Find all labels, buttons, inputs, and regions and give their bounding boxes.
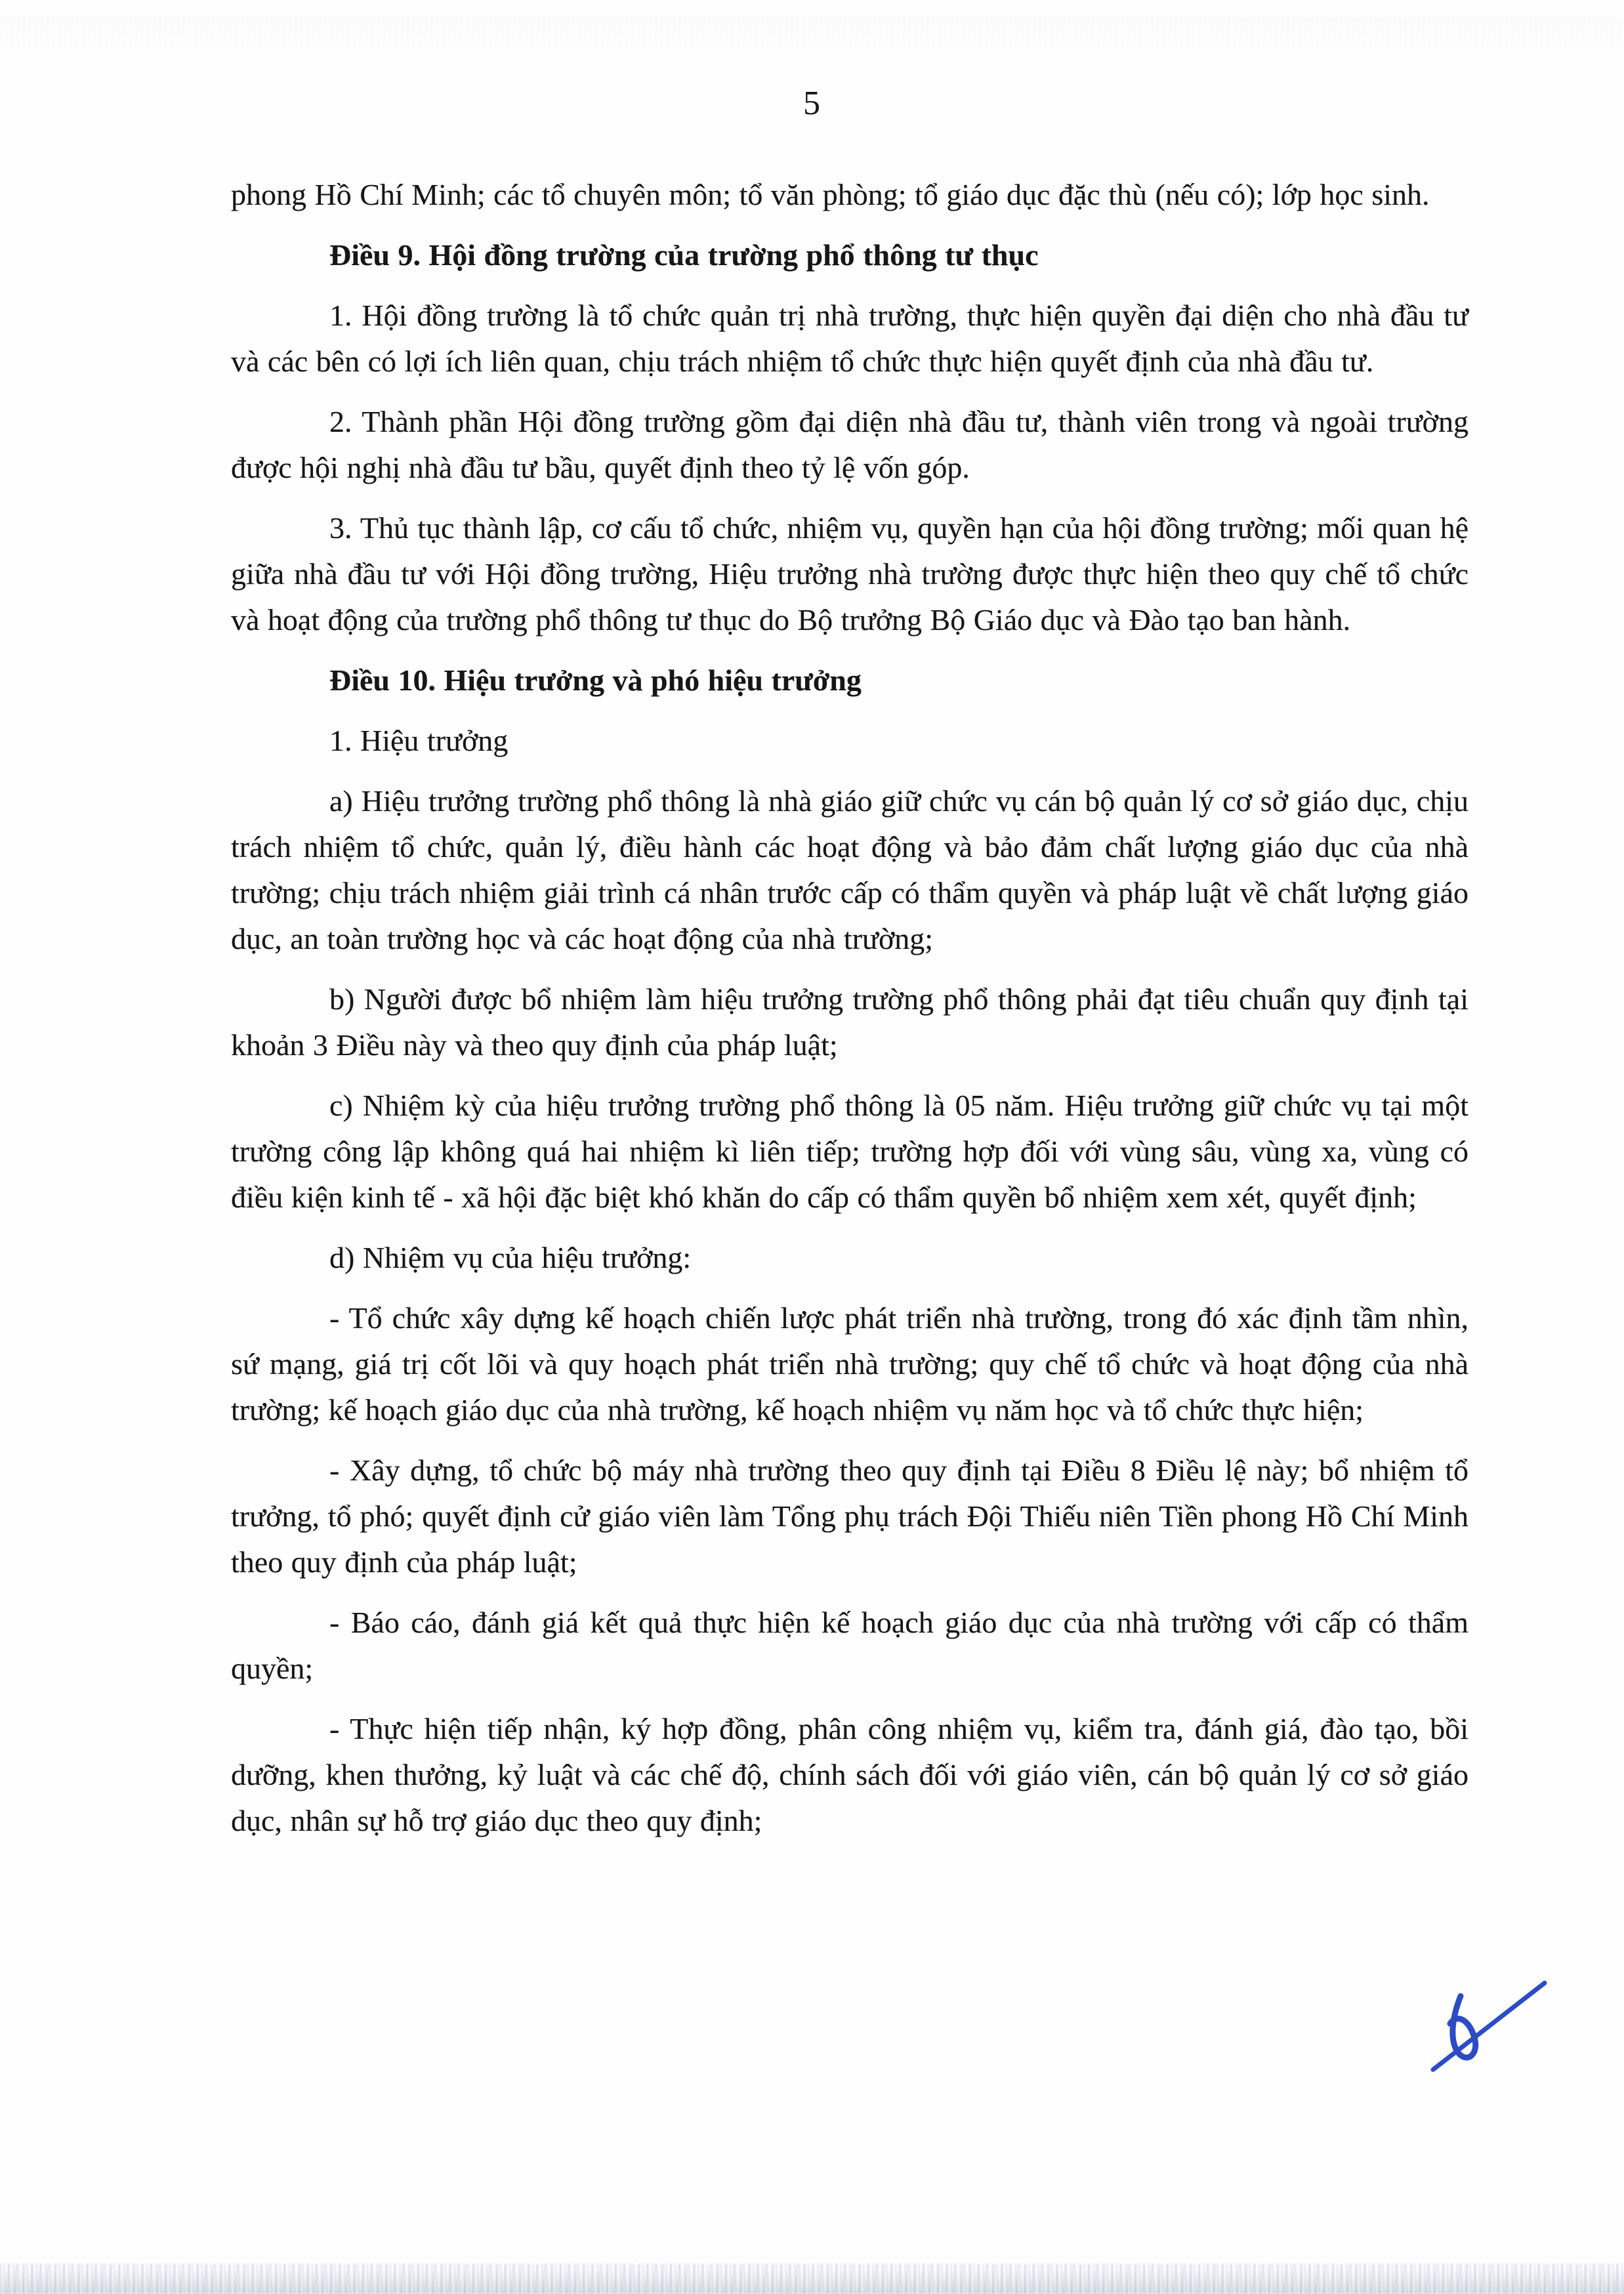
document-body — [231, 172, 1468, 1858]
clause-1: 1. Hội đồng trường là tổ chức quản trị nhà trường, thực hiện quyền đại diện cho nhà đầu tư và các bên có lợi ích liên quan, chịu trách nhiệm tổ chức thực hiện quyết định của nhà đầu tư. — [231, 299, 1468, 378]
scan-noise-bottom-band — [0, 2264, 1624, 2294]
point-a: a) Hiệu trưởng trường phổ thông là nhà giáo giữ chức vụ cán bộ quản lý cơ sở giáo dục, chịu trách nhiệm tổ chức, quản lý, điều hành các hoạt động và bảo đảm chất lượng giáo dục của nhà trường; chịu trách nhiệm giải trình cá nhân trước cấp có thẩm quyền và pháp luật về chất lượng giáo dục, an toàn trường học và các hoạt động của nhà trường; — [231, 784, 1468, 955]
article-10-heading: Điều 10. Hiệu trưởng và phó hiệu trưởng — [329, 663, 862, 697]
duty-bullet-1: - Tổ chức xây dựng kế hoạch chiến lược phát triển nhà trường, trong đó xác định tầm nhìn, sứ mạng, giá trị cốt lõi và quy hoạch phát triển nhà trường; quy chế tổ chức và hoạt động của nhà trường; kế hoạch giáo dục của nhà trường, kế hoạch nhiệm vụ năm học và tổ chức thực hiện; — [231, 1301, 1468, 1427]
clause-2: 2. Thành phần Hội đồng trường gồm đại diện nhà đầu tư, thành viên trong và ngoài trường được hội nghị nhà đầu tư bầu, quyết định theo tỷ lệ vốn góp. — [231, 405, 1468, 484]
duty-bullet-4: - Thực hiện tiếp nhận, ký hợp đồng, phân công nhiệm vụ, kiểm tra, đánh giá, đào tạo, bồi dưỡng, khen thưởng, kỷ luật và các chế độ, chính sách đối với giáo viên, cán bộ quản lý cơ sở giáo dục, nhân sự hỗ trợ giáo dục theo quy định; — [231, 1712, 1468, 1837]
scan-noise-top-band — [0, 17, 1624, 47]
duty-bullet-2: - Xây dựng, tổ chức bộ máy nhà trường theo quy định tại Điều 8 Điều lệ này; bổ nhiệm tổ trưởng, tổ phó; quyết định cử giáo viên làm Tổng phụ trách Đội Thiếu niên Tiền phong Hồ Chí Minh theo quy định của pháp luật; — [231, 1453, 1468, 1579]
point-b: b) Người được bổ nhiệm làm hiệu trưởng trường phổ thông phải đạt tiêu chuẩn quy định tại khoản 3 Điều này và theo quy định của pháp luật; — [231, 982, 1468, 1062]
point-d: d) Nhiệm vụ của hiệu trưởng: — [329, 1241, 692, 1274]
page-number: 5 — [803, 85, 821, 122]
clause-1-hieu-truong: 1. Hiệu trưởng — [329, 724, 509, 757]
duty-bullet-3: - Báo cáo, đánh giá kết quả thực hiện kế hoạch giáo dục của nhà trường với cấp có thẩm quyền; — [231, 1606, 1468, 1685]
point-c: c) Nhiệm kỳ của hiệu trưởng trường phổ thông là 05 năm. Hiệu trưởng giữ chức vụ tại một trường công lập không quá hai nhiệm kì liên tiếp; trường hợp đối với vùng sâu, vùng xa, vùng có điều kiện kinh tế - xã hội đặc biệt khó khăn do cấp có thẩm quyền bổ nhiệm xem xét, quyết định; — [231, 1089, 1468, 1214]
article-9-heading: Điều 9. Hội đồng trường của trường phổ thông tư thục — [329, 238, 1039, 272]
pen-signature-mark — [1423, 1974, 1554, 2079]
clause-3: 3. Thủ tục thành lập, cơ cấu tổ chức, nhiệm vụ, quyền hạn của hội đồng trường; mối quan hệ giữa nhà đầu tư với Hội đồng trường, Hiệu trưởng nhà trường được thực hiện theo quy chế tổ chức và hoạt động của trường phổ thông tư thục do Bộ trưởng Bộ Giáo dục và Đào tạo ban hành. — [231, 511, 1468, 636]
continuation-paragraph: phong Hồ Chí Minh; các tổ chuyên môn; tổ văn phòng; tổ giáo dục đặc thù (nếu có); lớp học sinh. — [231, 178, 1430, 211]
